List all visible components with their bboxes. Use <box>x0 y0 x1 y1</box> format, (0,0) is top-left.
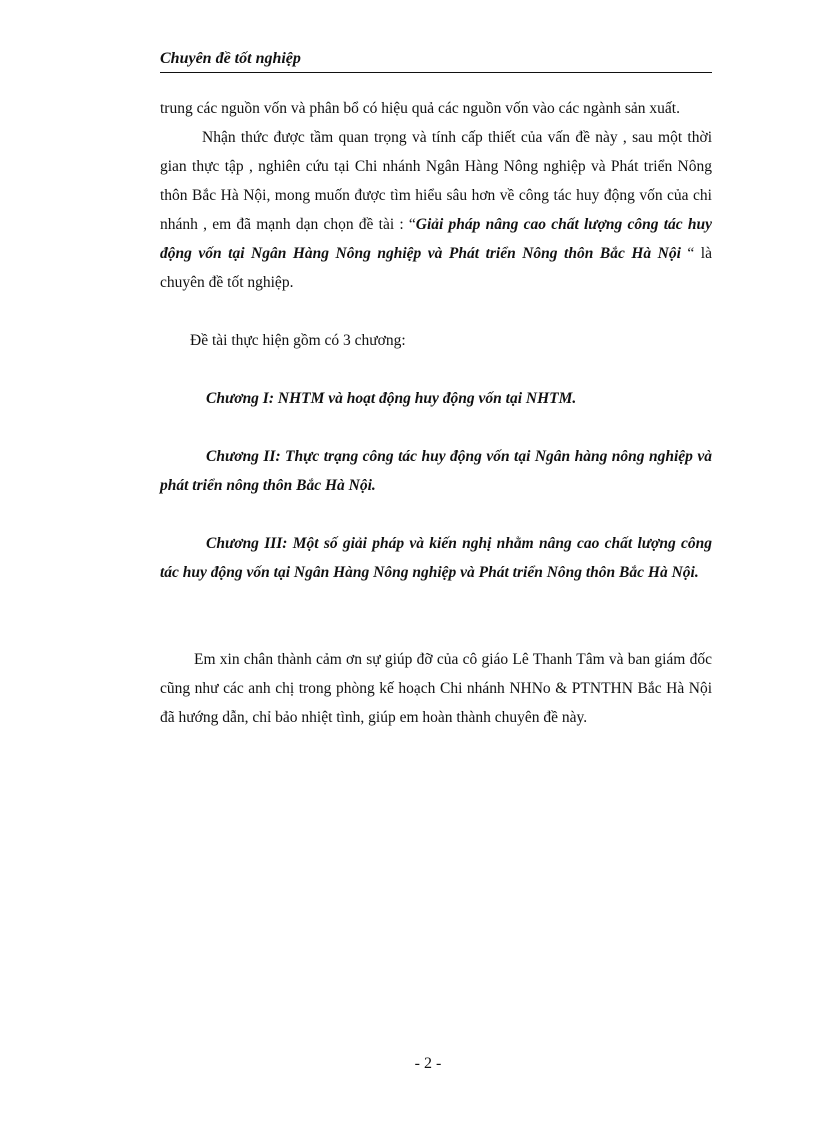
chapter-2: Chương II: Thực trạng công tác huy động vốn tại Ngân hàng nông nghiệp và phát triển nông thôn Bắc Hà Nội. <box>160 448 712 494</box>
spacer <box>160 355 712 384</box>
spacer <box>160 297 712 326</box>
topic-title: Giải pháp nâng cao chất lượng công tác huy động vốn tại Ngân Hàng Nông nghiệp và Phát triển Nông thôn Bắc Hà Nội <box>160 216 712 262</box>
header-title: Chuyên đề tốt nghiệp <box>160 50 301 67</box>
spacer <box>160 500 712 529</box>
spacer <box>160 413 712 442</box>
page-number: - 2 - <box>414 1055 442 1072</box>
document-body <box>160 94 712 732</box>
chapter-3: Chương III: Một số giải pháp và kiến nghị nhằm nâng cao chất lượng công tác huy động vốn tại Ngân Hàng Nông nghiệp và Phát triển Nông thôn Bắc Hà Nội. <box>160 535 712 581</box>
topic-paragraph <box>160 123 712 297</box>
topic-paragraph-tail: “ là chuyên đề tốt nghiệp. <box>160 245 712 291</box>
acknowledgement-paragraph: Em xin chân thành cảm ơn sự giúp đỡ của cô giáo Lê Thanh Tâm và ban giám đốc cũng như các anh chị trong phòng kế hoạch Chi nhánh NHNo & PTNTHN Bắc Hà Nội đã hướng dẫn, chỉ bảo nhiệt tình, giúp em hoàn thành chuyên đề này. <box>160 651 712 726</box>
spacer <box>160 587 712 645</box>
chapter-1: Chương I: NHTM và hoạt động huy động vốn tại NHTM. <box>206 390 577 407</box>
intro-continuation-paragraph: trung các nguồn vốn và phân bổ có hiệu quả các nguồn vốn vào các ngành sản xuất. <box>160 100 680 117</box>
topic-paragraph-lead: Nhận thức được tầm quan trọng và tính cấp thiết của vấn đề này , sau một thời gian thực tập , nghiên cứu tại Chi nhánh Ngân Hàng Nông nghiệp và Phát triển Nông thôn Bắc Hà Nội, mong muốn được tìm hiểu sâu hơn về công tác huy động vốn của chi nhánh , em đã mạnh dạn chọn đề tài : “ <box>160 129 712 233</box>
outline-intro: Đề tài thực hiện gồm có 3 chương: <box>190 332 406 349</box>
page-header <box>160 48 712 73</box>
